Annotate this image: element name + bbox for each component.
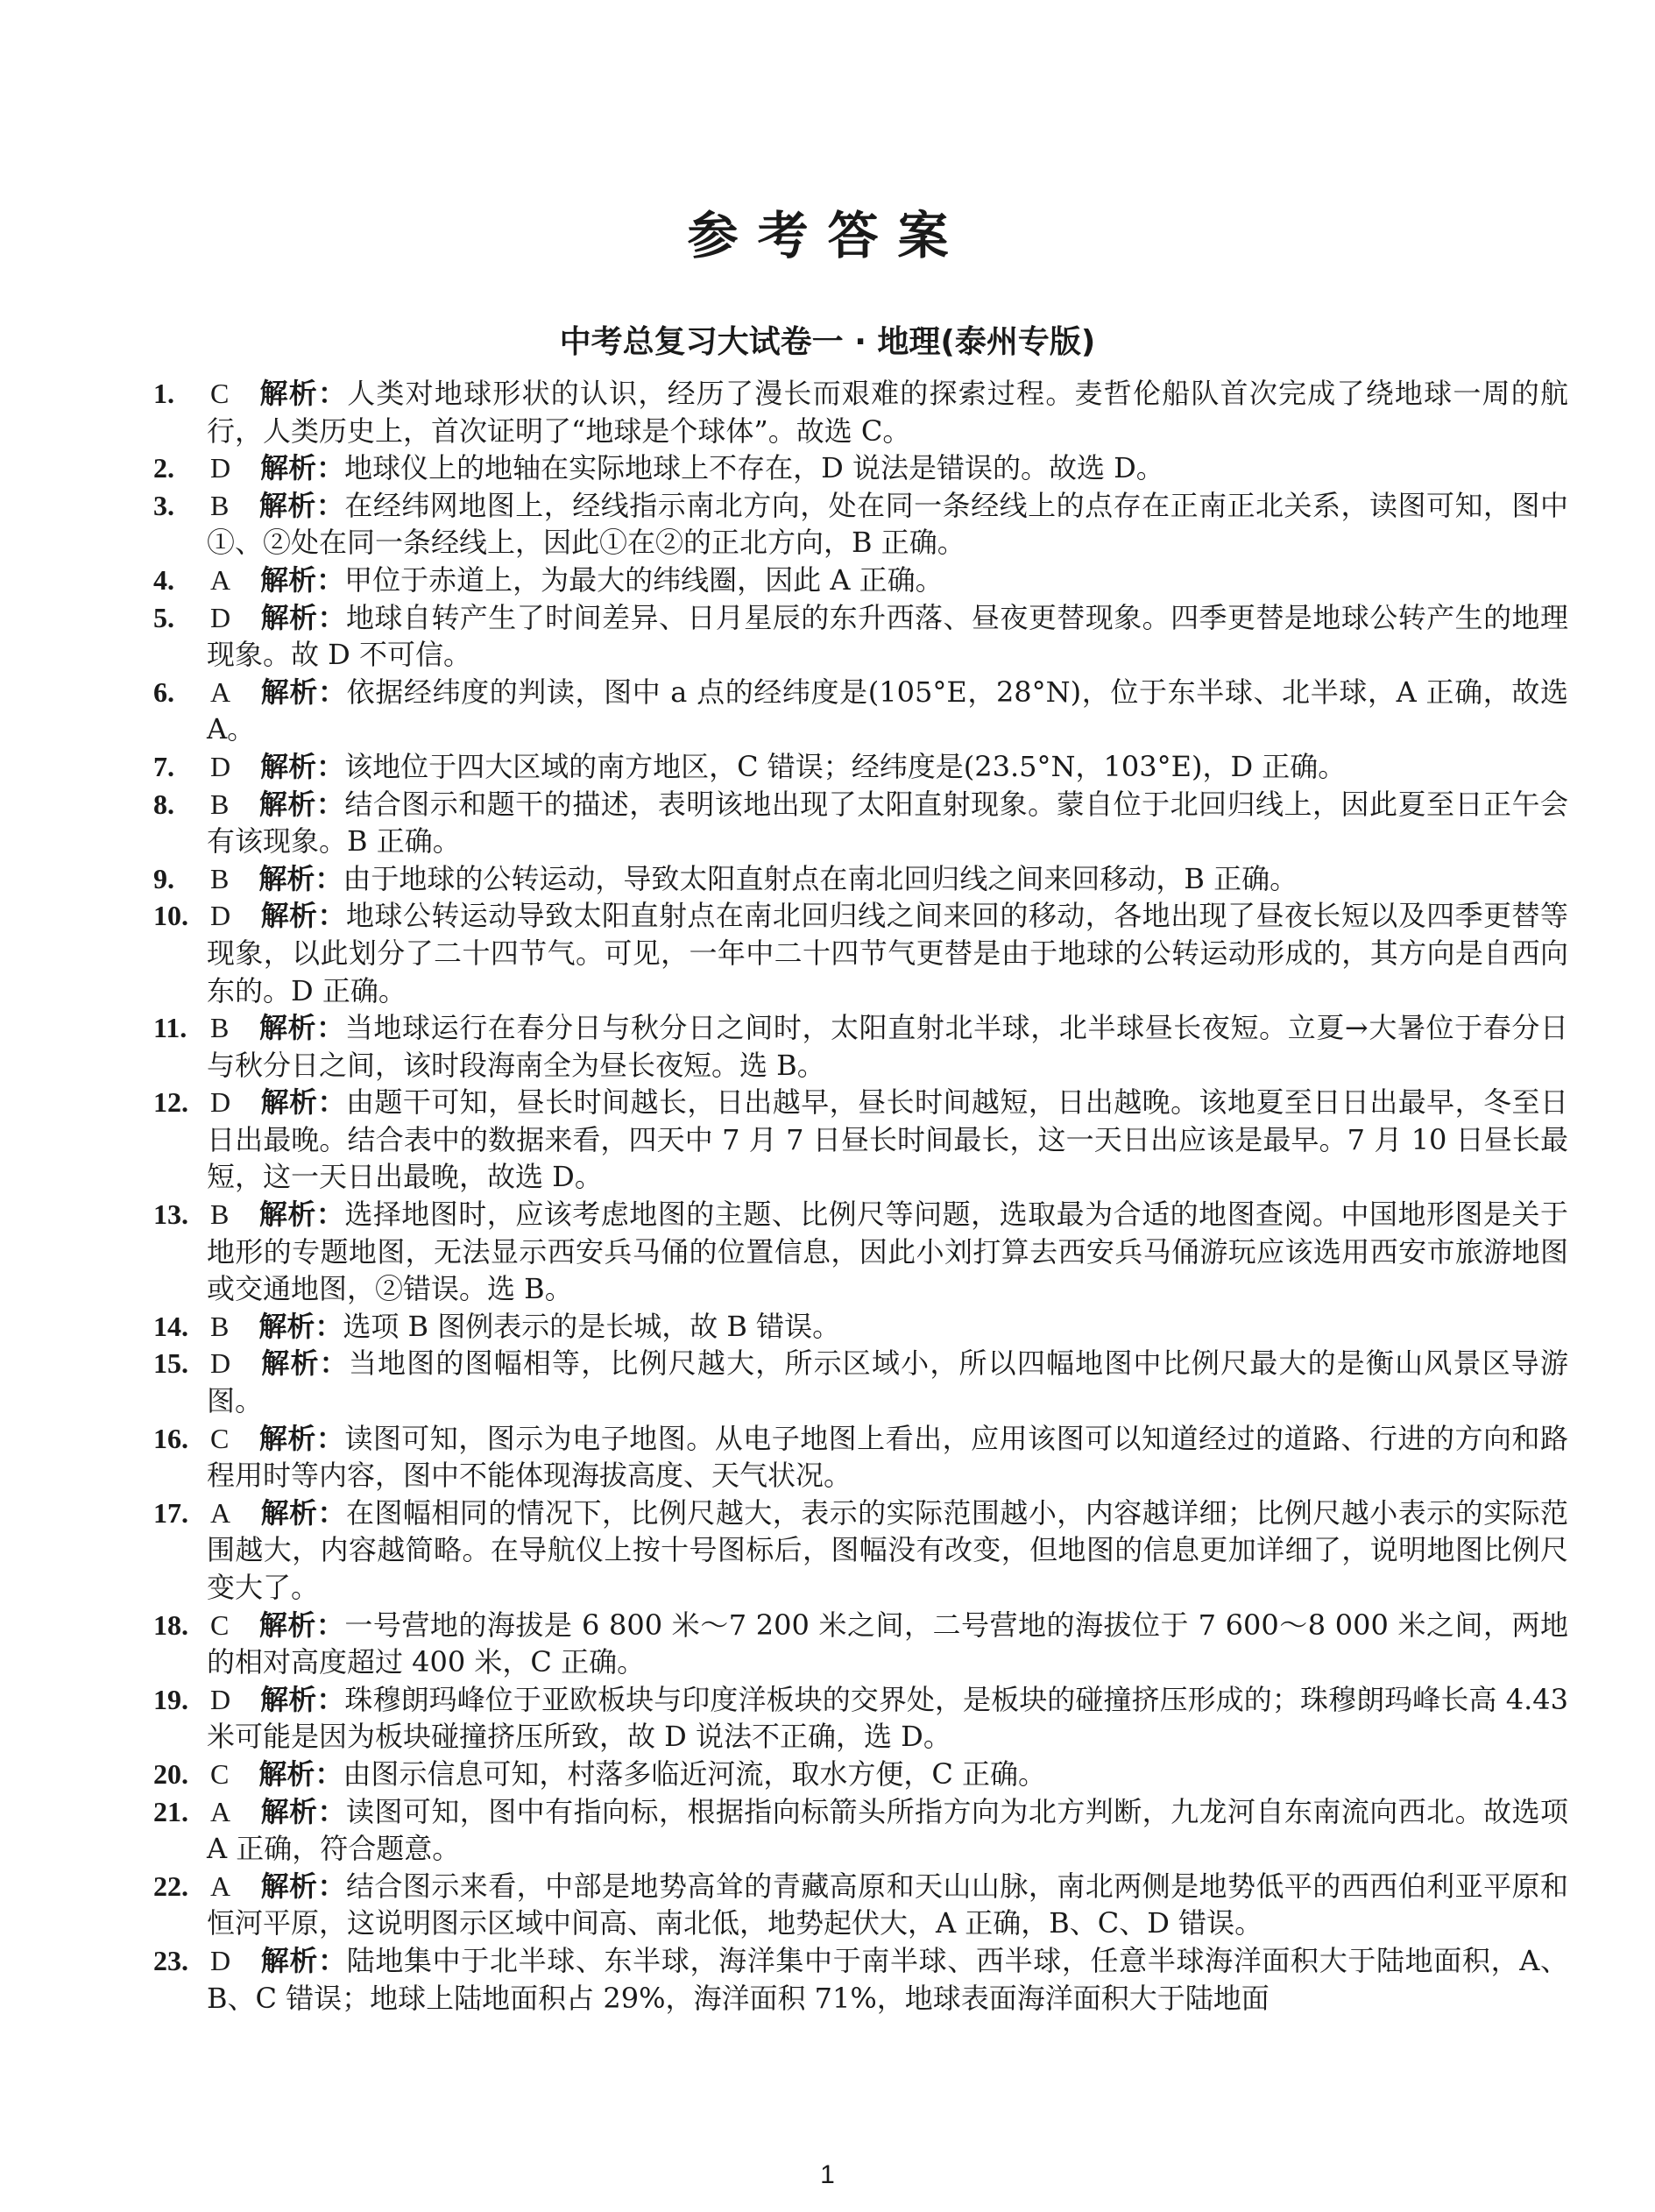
answer-choice: C	[210, 1608, 230, 1641]
analysis-label: 解析	[260, 562, 317, 597]
analysis-text: 人类对地球形状的认识，经历了漫长而艰难的探索过程。麦哲伦船队首次完成了绕地球一周的航行，人类历史上，首次证明了“地球是个球体”。故选 C。	[207, 377, 1568, 448]
analysis-label: 解析	[258, 861, 315, 895]
analysis-text: 地球仪上的地轴在实际地球上不存在，D 说法是错误的。故选 D。	[344, 451, 1164, 485]
page-number: 1	[820, 2160, 835, 2189]
answer-item: 9. B 解析：由于地球的公转运动，导致太阳直射点在南北回归线之间来回移动，B 正确。	[149, 860, 1568, 898]
analysis-label: 解析	[260, 451, 317, 485]
analysis-text: 在图幅相同的情况下，比例尺越大，表示的实际范围越小，内容越详细；比例尺越小表示的实际范围越大，内容越简略。在导航仪上按十号图标后，图幅没有改变，但地图的信息更加详细了，说明地图比例尺变大了。	[207, 1495, 1568, 1604]
answer-item: 18. C 解析：一号营地的海拔是 6 800 米～7 200 米之间，二号营地的海拔位于 7 600～8 000 米之间，两地的相对高度超过 400 米，C 正确。	[153, 1608, 1568, 1679]
answer-number: 15.	[153, 1347, 188, 1380]
analysis-text: 结合图示来看，中部是地势高耸的青藏高原和天山山脉，南北两侧是地势低平的西西伯利亚平原和恒河平原，这说明图示区域中间高、南北低，地势起伏大，A 正确，B、C、D 错误。	[207, 1869, 1568, 1940]
answer-item: 7. D 解析：该地位于四大区域的南方地区，C 错误；经纬度是(23.5°N，103°E)，D 正确。	[149, 748, 1568, 786]
answer-number: 20.	[153, 1757, 188, 1790]
answer-choice: D	[210, 1086, 231, 1119]
answer-item: 14. B 解析：选项 B 图例表示的是长城，故 B 错误。	[149, 1308, 1568, 1346]
analysis-label: 解析	[258, 1011, 317, 1045]
answer-choice: A	[210, 1869, 231, 1902]
answer-item: 19. D 解析：珠穆朗玛峰位于亚欧板块与印度洋板块的交界处，是板块的碰撞挤压形成的；珠穆朗玛峰长高 4.43 米可能是因为板块碰撞挤压所致，故 D 说法不正确，选 D。	[153, 1682, 1568, 1754]
analysis-label: 解析	[260, 1495, 318, 1530]
answer-number: 6.	[153, 675, 174, 708]
answer-number: 5.	[153, 601, 174, 633]
answer-choice: B	[210, 489, 230, 521]
analysis-text: 结合图示和题干的描述，表明该地出现了太阳直射现象。蒙自位于北回归线上，因此夏至日正午会有该现象。B 正确。	[207, 787, 1568, 859]
analysis-label: 解析	[258, 1756, 315, 1791]
analysis-text: 由图示信息可知，村落多临近河流，取水方便，C 正确。	[343, 1756, 1047, 1791]
analysis-text: 陆地集中于北半球、东半球，海洋集中于南半球、西半球，任意半球海洋面积大于陆地面积，A、B、C 错误；地球上陆地面积占 29%，海洋面积 71%，地球表面海洋面积大于陆地面	[207, 1943, 1568, 2015]
analysis-label: 解析	[258, 488, 316, 522]
answer-item: 21. A 解析：读图可知，图中有指向标，根据指向标箭头所指方向为北方判断，九龙河自东南流向西北。故选项 A 正确，符合题意。	[153, 1794, 1568, 1866]
analysis-label: 解析	[258, 1309, 315, 1343]
answer-number: 2.	[153, 452, 174, 484]
analysis-label: 解析	[258, 1421, 316, 1455]
answer-item: 3. B 解析：在经纬网地图上，经线指示南北方向，处在同一条经线上的点存在正南正北关系，读图可知，图中①、②处在同一条经线上，因此①在②的正北方向，B 正确。	[153, 488, 1568, 560]
answer-item: 22. A 解析：结合图示来看，中部是地势高耸的青藏高原和天山山脉，南北两侧是地势低平的西西伯利亚平原和恒河平原，这说明图示区域中间高、南北低，地势起伏大，A 正确，B、C、D 错误。	[153, 1869, 1568, 1940]
analysis-text: 该地位于四大区域的南方地区，C 错误；经纬度是(23.5°N，103°E)，D 正确。	[344, 749, 1347, 783]
analysis-text: 地球公转运动导致太阳直射点在南北回归线之间来回的移动，各地出现了昼夜长短以及四季更替等现象，以此划分了二十四节气。可见，一年中二十四节气更替是由于地球的公转运动形成的，其方向是自西向东的。D 正确。	[207, 899, 1568, 1007]
answer-number: 8.	[153, 788, 174, 820]
analysis-label: 解析	[260, 675, 318, 709]
analysis-text: 由于地球的公转运动，导致太阳直射点在南北回归线之间来回移动，B 正确。	[343, 861, 1298, 895]
analysis-text: 读图可知，图中有指向标，根据指向标箭头所指方向为北方判断，九龙河自东南流向西北。故选项 A 正确，符合题意。	[207, 1794, 1568, 1866]
analysis-label: 解析	[260, 899, 318, 933]
answer-number: 9.	[153, 862, 174, 894]
analysis-label: 解析	[260, 1794, 318, 1828]
analysis-text: 读图可知，图示为电子地图。从电子地图上看出，应用该图可以知道经过的道路、行进的方向和路程用时等内容，图中不能体现海拔高度、天气状况。	[207, 1421, 1568, 1493]
analysis-text: 选项 B 图例表示的是长城，故 B 错误。	[343, 1309, 841, 1343]
analysis-label: 解析	[258, 787, 316, 821]
answer-choice: B	[210, 1012, 230, 1044]
answer-number: 11.	[153, 1012, 187, 1044]
analysis-label: 解析	[260, 1943, 319, 1977]
answer-choice: A	[210, 675, 231, 708]
answer-choice: B	[210, 1310, 230, 1342]
analysis-label: 解析	[260, 600, 318, 634]
answer-item: 16. C 解析：读图可知，图示为电子地图。从电子地图上看出，应用该图可以知道经过的道路、行进的方向和路程用时等内容，图中不能体现海拔高度、天气状况。	[153, 1421, 1568, 1493]
analysis-label: 解析	[258, 1198, 316, 1232]
answer-item: 17. A 解析：在图幅相同的情况下，比例尺越大，表示的实际范围越小，内容越详细；比例尺越小表示的实际范围越大，内容越简略。在导航仪上按十号图标后，图幅没有改变，但地图的信息更加详细了，说明地图比例尺变大了。	[153, 1495, 1568, 1604]
answer-choice: B	[210, 1198, 230, 1231]
answer-number: 23.	[153, 1944, 188, 1976]
analysis-text: 当地图的图幅相等，比例尺越大，所示区域小，所以四幅地图中比例尺最大的是衡山风景区导游图。	[207, 1346, 1568, 1418]
answer-number: 17.	[153, 1496, 188, 1529]
answer-number: 21.	[153, 1795, 188, 1827]
answer-choice: B	[210, 788, 230, 820]
answer-choice: C	[210, 1422, 230, 1454]
analysis-text: 由题干可知，昼长时间越长，日出越早，昼长时间越短，日出越晚。该地夏至日日出最早，冬至日日出最晚。结合表中的数据来看，四天中 7 月 7 日昼长时间最长，这一天日出应该是最早。7 月 10 日昼长最短，这一天日出最晚，故选 D。	[207, 1085, 1568, 1194]
analysis-label: 解析	[260, 1682, 317, 1716]
answer-choice: C	[210, 378, 230, 409]
analysis-text: 当地球运行在春分日与秋分日之间时，太阳直射北半球，北半球昼长夜短。立夏→大暑位于春分日与秋分日之间，该时段海南全为昼长夜短。选 B。	[207, 1011, 1568, 1082]
answer-item: 11. B 解析：当地球运行在春分日与秋分日之间时，太阳直射北半球，北半球昼长夜短。立夏→大暑位于春分日与秋分日之间，该时段海南全为昼长夜短。选 B。	[153, 1011, 1568, 1082]
section-subtitle: 中考总复习大试卷一 · 地理(泰州专版)	[559, 324, 1096, 360]
answer-item: 13. B 解析：选择地图时，应该考虑地图的主题、比例尺等问题，选取最为合适的地图查阅。中国地形图是关于地形的专题地图，无法显示西安兵马俑的位置信息，因此小刘打算去西安兵马俑游玩应该选用西安市旅游地图或交通地图，②错误。选 B。	[153, 1198, 1568, 1306]
answer-choice: D	[210, 750, 231, 782]
answer-item: 10. D 解析：地球公转运动导致太阳直射点在南北回归线之间来回的移动，各地出现了昼夜长短以及四季更替等现象，以此划分了二十四节气。可见，一年中二十四节气更替是由于地球的公转运动形成的，其方向是自西向东的。D 正确。	[153, 899, 1568, 1007]
answer-item: 20. C 解析：由图示信息可知，村落多临近河流，取水方便，C 正确。	[149, 1756, 1568, 1793]
answer-choice: D	[210, 452, 231, 484]
answer-number: 13.	[153, 1198, 188, 1231]
answer-number: 3.	[153, 489, 174, 521]
answer-number: 7.	[153, 750, 174, 782]
analysis-text: 甲位于赤道上，为最大的纬线圈，因此 A 正确。	[344, 562, 944, 597]
analysis-label: 解析	[260, 749, 317, 783]
answer-number: 14.	[153, 1310, 188, 1342]
answer-item: 15. D 解析：当地图的图幅相等，比例尺越大，所示区域小，所以四幅地图中比例尺最大的是衡山风景区导游图。	[153, 1346, 1568, 1418]
answer-choice: A	[210, 1496, 231, 1529]
analysis-text: 一号营地的海拔是 6 800 米～7 200 米之间，二号营地的海拔位于 7 600～8 000 米之间，两地的相对高度超过 400 米，C 正确。	[207, 1608, 1568, 1679]
analysis-text: 依据经纬度的判读，图中 a 点的经纬度是(105°E，28°N)，位于东半球、北半球，A 正确，故选 A。	[207, 675, 1568, 746]
answer-choice: D	[210, 1347, 231, 1380]
answer-number: 22.	[153, 1869, 188, 1902]
answer-choice: A	[210, 563, 231, 596]
answer-number: 4.	[153, 563, 174, 596]
answer-number: 10.	[153, 900, 188, 932]
analysis-label: 解析	[260, 1869, 318, 1903]
answer-item: 6. A 解析：依据经纬度的判读，图中 a 点的经纬度是(105°E，28°N)，位于东半球、北半球，A 正确，故选 A。	[153, 675, 1568, 746]
answer-choice: B	[210, 862, 230, 894]
page-title: 参考答案	[687, 206, 968, 265]
analysis-text: 选择地图时，应该考虑地图的主题、比例尺等问题，选取最为合适的地图查阅。中国地形图是关于地形的专题地图，无法显示西安兵马俑的位置信息，因此小刘打算去西安兵马俑游玩应该选用西安市旅游地图或交通地图，②错误。选 B。	[207, 1198, 1568, 1306]
analysis-label: 解析	[260, 1346, 320, 1381]
answer-choice: A	[210, 1795, 231, 1827]
answer-choice: D	[210, 1944, 231, 1976]
answer-number: 16.	[153, 1422, 188, 1454]
answer-item: 12. D 解析：由题干可知，昼长时间越长，日出越早，昼长时间越短，日出越晚。该地夏至日日出最早，冬至日日出最晚。结合表中的数据来看，四天中 7 月 7 日昼长时间最长，这一天日出应该是最早。7 月 10 日昼长最短，这一天日出最晚，故选 D。	[153, 1085, 1568, 1194]
analysis-text: 珠穆朗玛峰位于亚欧板块与印度洋板块的交界处，是板块的碰撞挤压形成的；珠穆朗玛峰长高 4.43 米可能是因为板块碰撞挤压所致，故 D 说法不正确，选 D。	[207, 1682, 1568, 1754]
answer-item: 4. A 解析：甲位于赤道上，为最大的纬线圈，因此 A 正确。	[149, 562, 1568, 599]
answer-item: 8. B 解析：结合图示和题干的描述，表明该地出现了太阳直射现象。蒙自位于北回归线上，因此夏至日正午会有该现象。B 正确。	[153, 787, 1568, 859]
answer-number: 1.	[153, 378, 174, 409]
answer-choice: C	[210, 1757, 230, 1790]
analysis-text: 在经纬网地图上，经线指示南北方向，处在同一条经线上的点存在正南正北关系，读图可知，图中①、②处在同一条经线上，因此①在②的正北方向，B 正确。	[207, 488, 1568, 560]
answer-choice: D	[210, 1683, 231, 1715]
analysis-label: 解析	[258, 1608, 316, 1642]
answer-choice: D	[210, 900, 231, 932]
answer-item: 2. D 解析：地球仪上的地轴在实际地球上不存在，D 说法是错误的。故选 D。	[149, 449, 1568, 487]
analysis-label: 解析	[258, 377, 318, 410]
answer-item: 1. C 解析：人类对地球形状的认识，经历了漫长而艰难的探索过程。麦哲伦船队首次完成了绕地球一周的航行，人类历史上，首次证明了“地球是个球体”。故选 C。	[153, 377, 1568, 448]
answer-choice: D	[210, 601, 231, 633]
answer-number: 12.	[153, 1086, 188, 1119]
answer-list	[149, 375, 1568, 2017]
analysis-label: 解析	[260, 1085, 318, 1120]
analysis-text: 地球自转产生了时间差异、日月星辰的东升西落、昼夜更替现象。四季更替是地球公转产生的地理现象。故 D 不可信。	[207, 600, 1568, 672]
answer-item: 5. D 解析：地球自转产生了时间差异、日月星辰的东升西落、昼夜更替现象。四季更替是地球公转产生的地理现象。故 D 不可信。	[153, 600, 1568, 672]
answer-number: 19.	[153, 1683, 188, 1715]
answer-number: 18.	[153, 1608, 188, 1641]
answer-item: 23. D 解析：陆地集中于北半球、东半球，海洋集中于南半球、西半球，任意半球海洋面积大于陆地面积，A、B、C 错误；地球上陆地面积占 29%，海洋面积 71%，地球表面海洋面积大于陆地面	[153, 1943, 1568, 2015]
